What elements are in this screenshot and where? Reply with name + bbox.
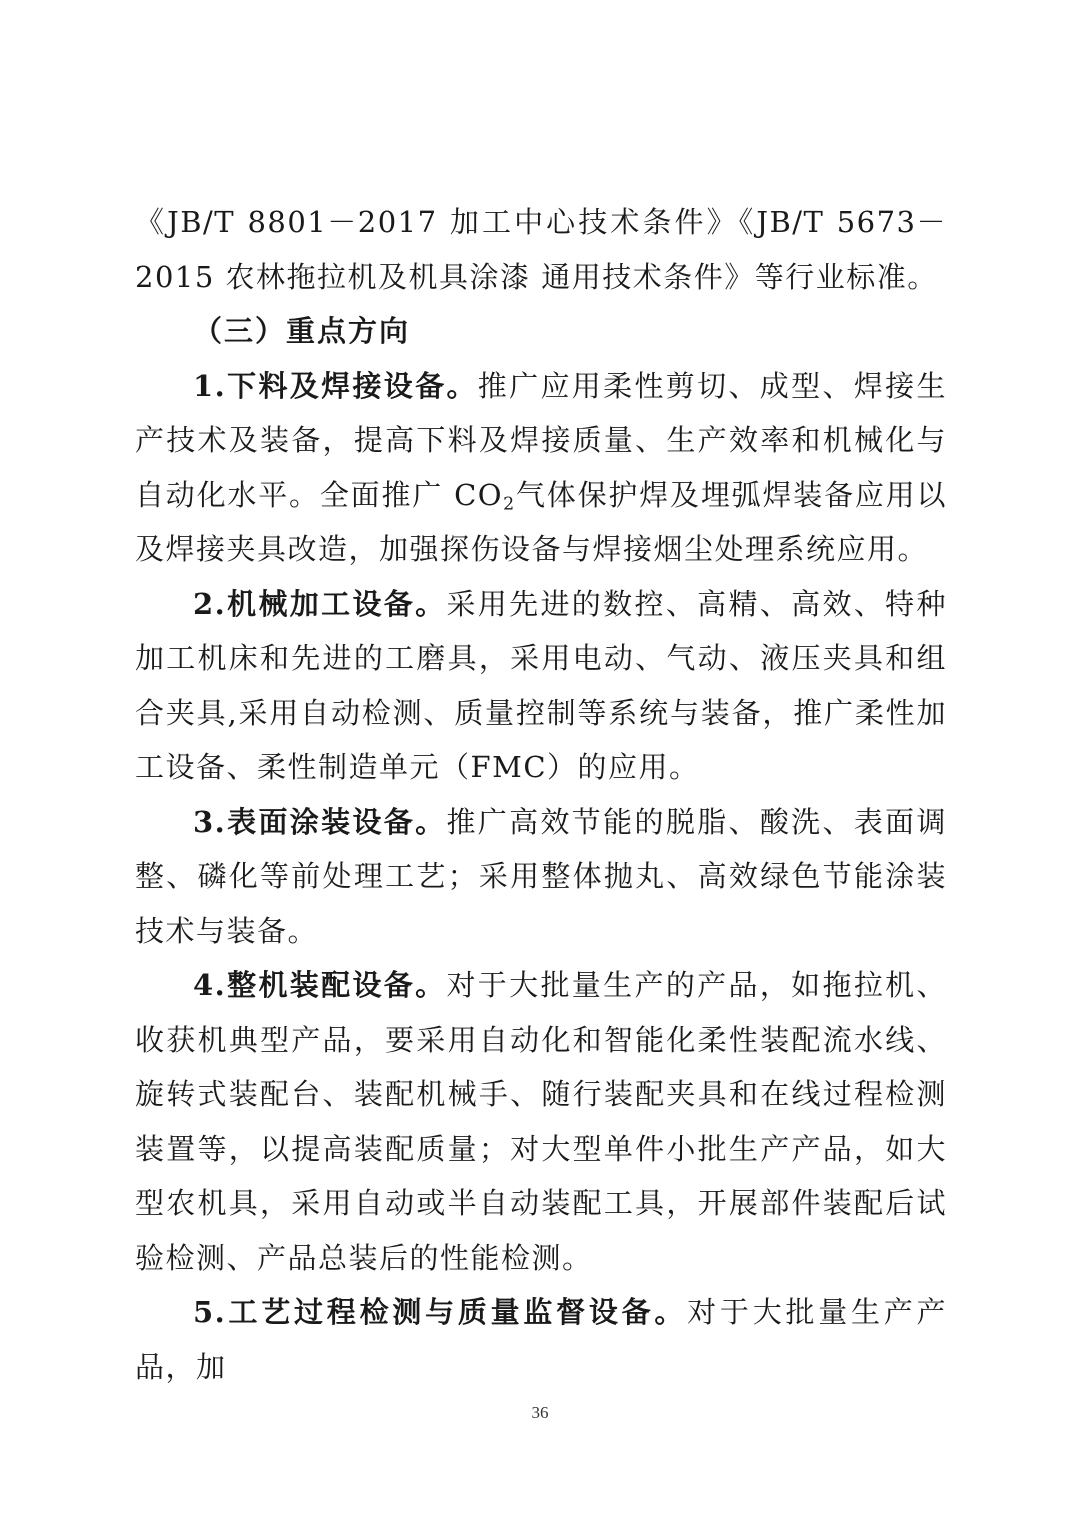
item-text-1b: 气体保护焊及埋弧焊装备应用以及焊接夹具改造，加强探伤设备与焊接烟尘处理系统应用。 [135,477,947,566]
item-text-3: 推广高效节能的脱脂、酸洗、表面调整、磷化等前处理工艺；采用整体抛丸、高效绿色节能涂装技术与装备。 [135,804,947,948]
co2-subscript: 2 [503,493,516,514]
item-text-2: 采用先进的数控、高精、高效、特种加工机床和先进的工磨具，采用电动、气动、液压夹具和组合夹具,采用自动检测、质量控制等系统与装备，推广柔性加工设备、柔性制造单元（FMC）的应用。 [135,586,947,784]
item-title-1: 1.下料及焊接设备。 [193,368,478,403]
item-text-1a: 推广应用柔性剪切、成型、焊接生产技术及装备，提高下料及焊接质量、生产效率和机械化与自动化水平。全面推广 CO [135,368,947,512]
item-title-3: 3.表面涂装设备。 [193,804,447,839]
section-heading: （三）重点方向 [193,314,411,348]
page-number: 36 [531,1403,549,1422]
body-text [135,195,947,1394]
item-text-4: 对于大批量生产的产品，如拖拉机、收获机典型产品，要采用自动化和智能化柔性装配流水线、旋转式装配台、装配机械手、随行装配夹具和在线过程检测装置等，以提高装配质量；对大型单件小批生产产品，如大型农机具，采用自动或半自动装配工具，开展部件装配后试验检测、产品总装后的性能检测。 [135,968,947,1275]
item-paragraph-5 [135,1285,947,1394]
item-paragraph-1 [135,359,947,577]
continuation-paragraph: 《JB/T 8801－2017 加工中心技术条件》《JB/T 5673－2015 农林拖拉机及机具涂漆 通用技术条件》等行业标准。 [135,205,947,294]
item-paragraph-2 [135,577,947,795]
item-text-5: 对于大批量生产产品，加 [135,1295,947,1384]
item-title-5: 5.工艺过程检测与质量监督设备。 [193,1295,688,1329]
item-title-4: 4.整机装配设备。 [193,968,447,1002]
item-title-2: 2.机械加工设备。 [193,586,447,621]
item-paragraph-4 [135,958,947,1285]
item-paragraph-3 [135,795,947,959]
